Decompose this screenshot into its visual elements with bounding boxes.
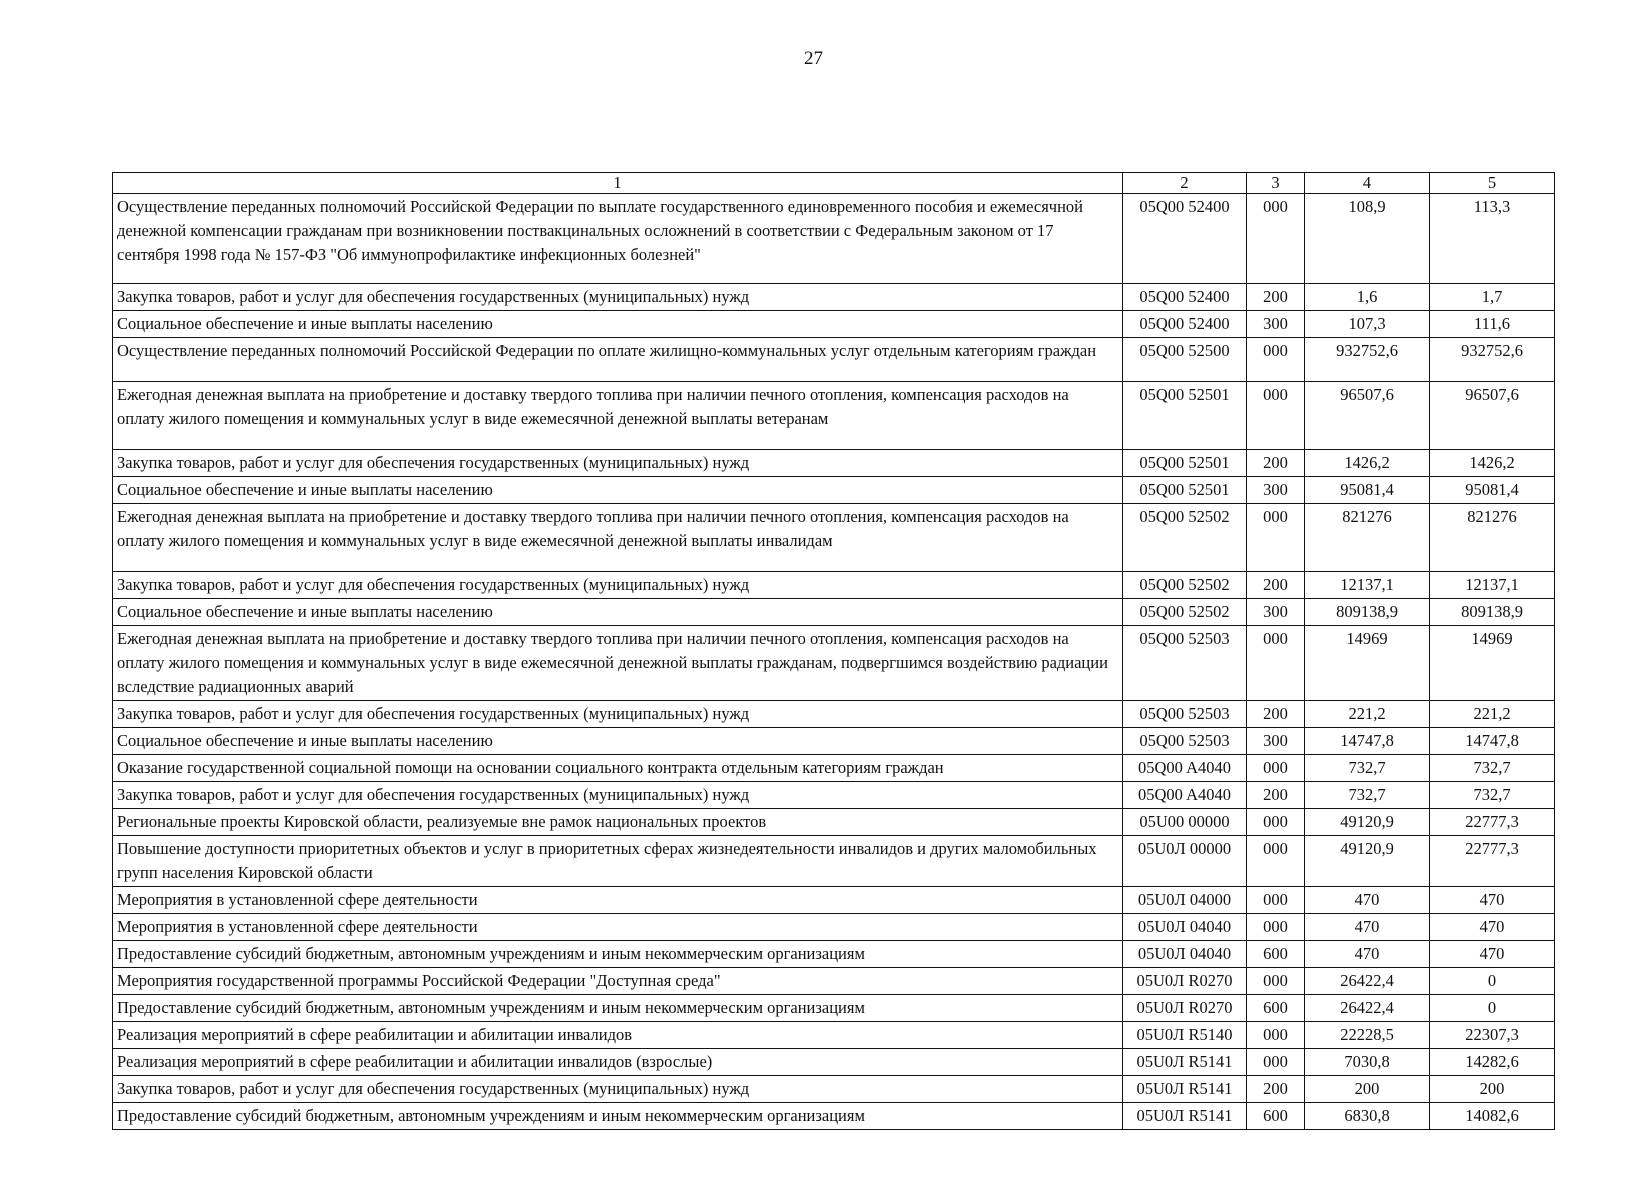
row-value-4: 7030,8 <box>1305 1049 1430 1076</box>
row-code: 05Q00 52500 <box>1123 338 1247 382</box>
page-number: 27 <box>804 48 823 69</box>
row-value-5: 1426,2 <box>1430 450 1555 477</box>
row-value-5: 113,3 <box>1430 194 1555 284</box>
row-type: 000 <box>1247 887 1305 914</box>
row-value-4: 108,9 <box>1305 194 1430 284</box>
row-type: 200 <box>1247 284 1305 311</box>
column-header-2: 2 <box>1123 173 1247 194</box>
row-type: 000 <box>1247 1049 1305 1076</box>
table-row <box>113 1103 1555 1130</box>
row-value-5: 470 <box>1430 914 1555 941</box>
row-value-4: 809138,9 <box>1305 599 1430 626</box>
row-name: Предоставление субсидий бюджетным, автономным учреждениям и иным некоммерческим организациям <box>113 995 1123 1022</box>
row-name: Закупка товаров, работ и услуг для обеспечения государственных (муниципальных) нужд <box>113 1076 1123 1103</box>
row-value-5: 22777,3 <box>1430 809 1555 836</box>
row-type: 600 <box>1247 941 1305 968</box>
table-row <box>113 755 1555 782</box>
row-code: 05Q00 52501 <box>1123 477 1247 504</box>
row-code: 05Q00 52503 <box>1123 701 1247 728</box>
table-row <box>113 572 1555 599</box>
header-row <box>113 173 1555 194</box>
row-type: 000 <box>1247 338 1305 382</box>
row-name: Социальное обеспечение и иные выплаты населению <box>113 728 1123 755</box>
row-code: 05Q00 52502 <box>1123 599 1247 626</box>
row-code: 05Q00 52503 <box>1123 728 1247 755</box>
column-header-5: 5 <box>1430 173 1555 194</box>
row-code: 05U0Л 04000 <box>1123 887 1247 914</box>
row-code: 05Q00 52400 <box>1123 311 1247 338</box>
row-name: Предоставление субсидий бюджетным, автономным учреждениям и иным некоммерческим организациям <box>113 1103 1123 1130</box>
row-code: 05Q00 52400 <box>1123 194 1247 284</box>
row-value-5: 14082,6 <box>1430 1103 1555 1130</box>
row-type: 000 <box>1247 1022 1305 1049</box>
row-name: Осуществление переданных полномочий Российской Федерации по оплате жилищно-коммунальных услуг отдельным категориям граждан <box>113 338 1123 382</box>
table-row <box>113 1049 1555 1076</box>
row-value-5: 0 <box>1430 968 1555 995</box>
row-name: Ежегодная денежная выплата на приобретение и доставку твердого топлива при наличии печного отопления, компенсация расходов на оплату жилого помещения и коммунальных услуг в виде ежемесячной денежной выплаты гражданам, подвергшимся воздействию радиации вследствие радиационных аварий <box>113 626 1123 701</box>
row-value-5: 932752,6 <box>1430 338 1555 382</box>
table-row <box>113 941 1555 968</box>
table-row <box>113 809 1555 836</box>
row-name: Осуществление переданных полномочий Российской Федерации по выплате государственного единовременного пособия и ежемесячной денежной компенсации гражданам при возникновении поствакцинальных осложнений в соответствии с Федеральным законом от 17 сентября 1998 года № 157-ФЗ "Об иммунопрофилактике инфекционных болезней" <box>113 194 1123 284</box>
table-row <box>113 1022 1555 1049</box>
row-code: 05Q00 52502 <box>1123 572 1247 599</box>
row-value-5: 96507,6 <box>1430 382 1555 450</box>
row-value-5: 95081,4 <box>1430 477 1555 504</box>
row-value-5: 22777,3 <box>1430 836 1555 887</box>
table-row <box>113 504 1555 572</box>
row-name: Повышение доступности приоритетных объектов и услуг в приоритетных сферах жизнедеятельности инвалидов и других маломобильных групп населения Кировской области <box>113 836 1123 887</box>
row-code: 05U0Л R0270 <box>1123 995 1247 1022</box>
row-name: Мероприятия государственной программы Российской Федерации "Доступная среда" <box>113 968 1123 995</box>
table-row <box>113 836 1555 887</box>
table-row <box>113 995 1555 1022</box>
row-type: 600 <box>1247 1103 1305 1130</box>
row-code: 05Q00 52501 <box>1123 450 1247 477</box>
table-row <box>113 1076 1555 1103</box>
row-type: 000 <box>1247 968 1305 995</box>
row-value-4: 49120,9 <box>1305 809 1430 836</box>
row-name: Ежегодная денежная выплата на приобретение и доставку твердого топлива при наличии печного отопления, компенсация расходов на оплату жилого помещения и коммунальных услуг в виде ежемесячной денежной выплаты ветеранам <box>113 382 1123 450</box>
row-name: Закупка товаров, работ и услуг для обеспечения государственных (муниципальных) нужд <box>113 782 1123 809</box>
row-value-4: 107,3 <box>1305 311 1430 338</box>
row-code: 05U0Л R0270 <box>1123 968 1247 995</box>
row-value-5: 809138,9 <box>1430 599 1555 626</box>
row-name: Оказание государственной социальной помощи на основании социального контракта отдельным категориям граждан <box>113 755 1123 782</box>
row-value-4: 49120,9 <box>1305 836 1430 887</box>
row-code: 05Q00 A4040 <box>1123 755 1247 782</box>
table-row <box>113 382 1555 450</box>
row-name: Закупка товаров, работ и услуг для обеспечения государственных (муниципальных) нужд <box>113 701 1123 728</box>
row-value-5: 111,6 <box>1430 311 1555 338</box>
row-type: 000 <box>1247 914 1305 941</box>
row-value-5: 22307,3 <box>1430 1022 1555 1049</box>
row-value-5: 470 <box>1430 941 1555 968</box>
row-type: 000 <box>1247 504 1305 572</box>
row-value-5: 200 <box>1430 1076 1555 1103</box>
table-row <box>113 311 1555 338</box>
row-value-4: 821276 <box>1305 504 1430 572</box>
row-value-4: 1426,2 <box>1305 450 1430 477</box>
row-code: 05Q00 A4040 <box>1123 782 1247 809</box>
row-value-5: 12137,1 <box>1430 572 1555 599</box>
row-value-4: 470 <box>1305 914 1430 941</box>
row-value-5: 14969 <box>1430 626 1555 701</box>
table-row <box>113 728 1555 755</box>
column-header-4: 4 <box>1305 173 1430 194</box>
row-type: 000 <box>1247 626 1305 701</box>
row-value-5: 0 <box>1430 995 1555 1022</box>
row-type: 200 <box>1247 450 1305 477</box>
row-value-5: 14747,8 <box>1430 728 1555 755</box>
table-row <box>113 968 1555 995</box>
row-type: 200 <box>1247 572 1305 599</box>
row-type: 300 <box>1247 728 1305 755</box>
row-code: 05U0Л R5140 <box>1123 1022 1247 1049</box>
row-name: Мероприятия в установленной сфере деятельности <box>113 914 1123 941</box>
row-value-4: 221,2 <box>1305 701 1430 728</box>
row-name: Реализация мероприятий в сфере реабилитации и абилитации инвалидов <box>113 1022 1123 1049</box>
row-code: 05Q00 52501 <box>1123 382 1247 450</box>
row-type: 200 <box>1247 701 1305 728</box>
row-value-4: 26422,4 <box>1305 968 1430 995</box>
row-value-4: 26422,4 <box>1305 995 1430 1022</box>
table-row <box>113 338 1555 382</box>
row-name: Социальное обеспечение и иные выплаты населению <box>113 599 1123 626</box>
row-value-4: 12137,1 <box>1305 572 1430 599</box>
row-type: 300 <box>1247 311 1305 338</box>
table-row <box>113 626 1555 701</box>
row-code: 05U00 00000 <box>1123 809 1247 836</box>
row-type: 000 <box>1247 194 1305 284</box>
table-row <box>113 194 1555 284</box>
column-header-1: 1 <box>113 173 1123 194</box>
budget-table-body <box>113 173 1555 1130</box>
table-row <box>113 914 1555 941</box>
row-name: Предоставление субсидий бюджетным, автономным учреждениям и иным некоммерческим организациям <box>113 941 1123 968</box>
row-type: 300 <box>1247 599 1305 626</box>
row-type: 000 <box>1247 382 1305 450</box>
row-code: 05U0Л 04040 <box>1123 941 1247 968</box>
table-row <box>113 477 1555 504</box>
row-value-4: 95081,4 <box>1305 477 1430 504</box>
row-type: 300 <box>1247 477 1305 504</box>
table-row <box>113 450 1555 477</box>
row-value-4: 22228,5 <box>1305 1022 1430 1049</box>
row-value-4: 932752,6 <box>1305 338 1430 382</box>
row-type: 000 <box>1247 755 1305 782</box>
row-value-4: 732,7 <box>1305 755 1430 782</box>
row-name: Ежегодная денежная выплата на приобретение и доставку твердого топлива при наличии печного отопления, компенсация расходов на оплату жилого помещения и коммунальных услуг в виде ежемесячной денежной выплаты инвалидам <box>113 504 1123 572</box>
table-row <box>113 599 1555 626</box>
row-value-4: 200 <box>1305 1076 1430 1103</box>
row-value-5: 1,7 <box>1430 284 1555 311</box>
row-type: 000 <box>1247 809 1305 836</box>
row-type: 200 <box>1247 782 1305 809</box>
row-value-4: 96507,6 <box>1305 382 1430 450</box>
row-value-5: 14282,6 <box>1430 1049 1555 1076</box>
table-row <box>113 284 1555 311</box>
table-row <box>113 887 1555 914</box>
row-name: Закупка товаров, работ и услуг для обеспечения государственных (муниципальных) нужд <box>113 450 1123 477</box>
row-code: 05Q00 52502 <box>1123 504 1247 572</box>
row-name: Социальное обеспечение и иные выплаты населению <box>113 477 1123 504</box>
row-value-4: 470 <box>1305 941 1430 968</box>
row-name: Региональные проекты Кировской области, реализуемые вне рамок национальных проектов <box>113 809 1123 836</box>
table-row <box>113 782 1555 809</box>
row-code: 05U0Л R5141 <box>1123 1049 1247 1076</box>
table-row <box>113 701 1555 728</box>
row-type: 600 <box>1247 995 1305 1022</box>
row-code: 05Q00 52503 <box>1123 626 1247 701</box>
row-name: Мероприятия в установленной сфере деятельности <box>113 887 1123 914</box>
row-value-4: 14969 <box>1305 626 1430 701</box>
row-code: 05U0Л R5141 <box>1123 1076 1247 1103</box>
row-name: Закупка товаров, работ и услуг для обеспечения государственных (муниципальных) нужд <box>113 572 1123 599</box>
row-code: 05Q00 52400 <box>1123 284 1247 311</box>
row-code: 05U0Л 04040 <box>1123 914 1247 941</box>
row-name: Социальное обеспечение и иные выплаты населению <box>113 311 1123 338</box>
row-value-4: 6830,8 <box>1305 1103 1430 1130</box>
row-value-5: 821276 <box>1430 504 1555 572</box>
row-value-4: 470 <box>1305 887 1430 914</box>
row-value-5: 470 <box>1430 887 1555 914</box>
row-type: 200 <box>1247 1076 1305 1103</box>
budget-table <box>112 172 1555 1130</box>
row-value-4: 1,6 <box>1305 284 1430 311</box>
row-code: 05U0Л 00000 <box>1123 836 1247 887</box>
row-value-4: 732,7 <box>1305 782 1430 809</box>
row-name: Реализация мероприятий в сфере реабилитации и абилитации инвалидов (взрослые) <box>113 1049 1123 1076</box>
row-name: Закупка товаров, работ и услуг для обеспечения государственных (муниципальных) нужд <box>113 284 1123 311</box>
row-code: 05U0Л R5141 <box>1123 1103 1247 1130</box>
row-value-5: 732,7 <box>1430 755 1555 782</box>
row-type: 000 <box>1247 836 1305 887</box>
column-header-3: 3 <box>1247 173 1305 194</box>
row-value-5: 732,7 <box>1430 782 1555 809</box>
row-value-5: 221,2 <box>1430 701 1555 728</box>
row-value-4: 14747,8 <box>1305 728 1430 755</box>
